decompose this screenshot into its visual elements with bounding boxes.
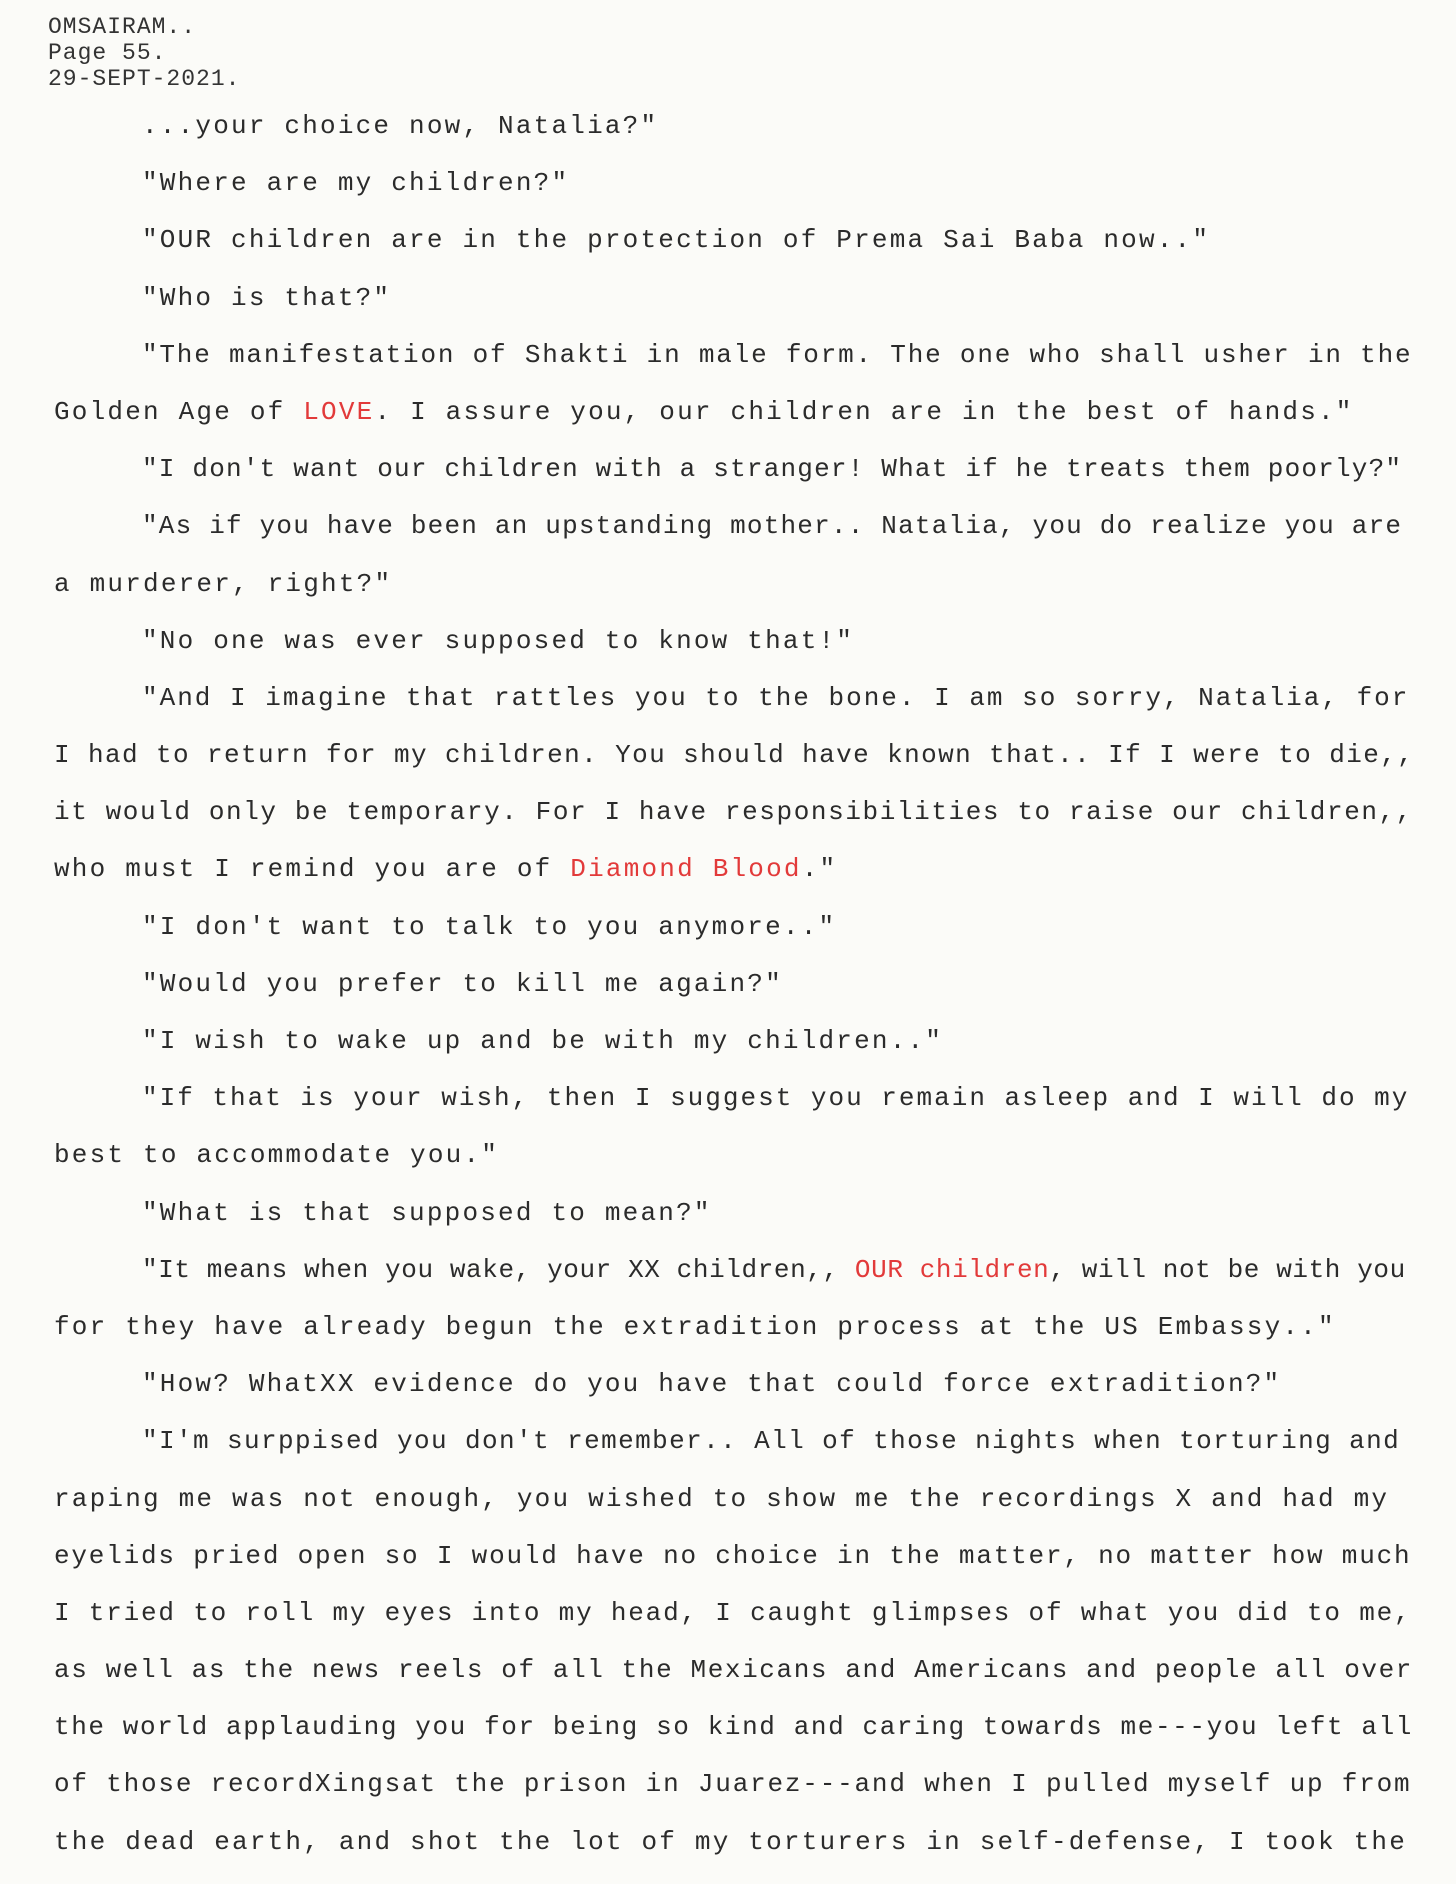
text-span: it would only be temporary. For I have responsibilities to raise our children,, <box>54 797 1413 828</box>
text-line <box>54 1185 1414 1242</box>
text-line <box>54 155 1414 212</box>
text-span: raping me was not enough, you wished to show me the recordings X and had my <box>54 1483 1390 1514</box>
text-line <box>54 727 1414 784</box>
text-line <box>54 384 1414 441</box>
text-span: "I'm surppised you don't remember.. All of those nights when torturing and <box>142 1426 1401 1457</box>
text-span: the world applauding you for being so kind and caring towards me---you left all <box>54 1712 1413 1743</box>
text-line <box>54 441 1414 498</box>
text-span: "Where are my children?" <box>142 168 570 199</box>
text-span: "If that is your wish, then I suggest you remain asleep and I will do my <box>142 1083 1410 1114</box>
text-line <box>54 1471 1414 1528</box>
text-line <box>54 212 1414 269</box>
text-line <box>54 899 1414 956</box>
text-span: I had to return for my children. You should have known that.. If I were to die,, <box>54 740 1415 771</box>
text-line <box>54 784 1414 841</box>
text-span: best to accommodate you." <box>54 1140 500 1171</box>
text-line <box>54 670 1414 727</box>
text-line <box>54 613 1414 670</box>
text-line <box>54 1356 1414 1413</box>
text-line <box>54 956 1414 1013</box>
text-span: "It means when you wake, your XX children,, <box>142 1254 855 1285</box>
text-line <box>54 1814 1414 1871</box>
red-text-span: OUR children <box>854 1254 1050 1285</box>
text-span: "And I imagine that rattles you to the bone. I am so sorry, Natalia, for <box>142 682 1410 713</box>
red-text-span: Diamond Blood <box>570 854 802 885</box>
text-span: ." <box>801 854 838 885</box>
text-span: , will not be with you <box>1049 1254 1406 1285</box>
text-line <box>54 270 1414 327</box>
text-line <box>54 1585 1414 1642</box>
text-line <box>54 1413 1414 1470</box>
text-line <box>54 498 1414 555</box>
text-span: "How? WhatXX evidence do you have that could force extradition?" <box>142 1369 1282 1400</box>
body-text <box>54 98 1414 1871</box>
text-span: who must I remind you are of <box>54 854 571 885</box>
red-text-span: LOVE <box>303 396 375 427</box>
text-span: "I don't want our children with a stranger! What if he treats them poorly?" <box>142 454 1403 485</box>
text-span: . I assure you, our children are in the best of hands." <box>374 396 1354 427</box>
text-line <box>54 841 1414 898</box>
text-line <box>54 1699 1414 1756</box>
text-span: ...your choice now, Natalia?" <box>142 111 659 141</box>
page-number: Page 55. <box>48 40 167 66</box>
text-span: "I don't want to talk to you anymore.." <box>142 911 837 942</box>
text-span: "I wish to wake up and be with my children.." <box>142 1026 944 1056</box>
text-span: "No one was ever supposed to know that!" <box>142 625 855 656</box>
text-line <box>54 556 1414 613</box>
page-date: 29-SEPT-2021. <box>48 66 241 92</box>
text-line <box>54 1127 1414 1184</box>
text-line <box>54 1756 1414 1813</box>
text-span: "As if you have been an upstanding mother.. Natalia, you do realize you are <box>142 511 1403 542</box>
text-line <box>54 1070 1414 1127</box>
text-span: "What is that supposed to mean?" <box>142 1197 712 1228</box>
text-line <box>54 98 1414 155</box>
text-span: I tried to roll my eyes into my head, I caught glimpses of what you did to me, <box>54 1597 1412 1628</box>
text-line <box>54 327 1414 384</box>
text-line <box>54 1642 1414 1699</box>
text-span: eyelids pried open so I would have no choice in the matter, no matter how much <box>54 1540 1412 1571</box>
text-line <box>54 1299 1414 1356</box>
text-span: of those recordXingsat the prison in Juarez---and when I pulled myself up from <box>54 1769 1412 1800</box>
text-line <box>54 1528 1414 1585</box>
text-line <box>54 1013 1414 1070</box>
text-span: as well as the news reels of all the Mexicans and Americans and people all over <box>54 1655 1413 1686</box>
text-span: for they have already begun the extradition process at the US Embassy.." <box>54 1311 1336 1342</box>
text-span: "OUR children are in the protection of Prema Sai Baba now.." <box>142 225 1211 256</box>
text-span: the dead earth, and shot the lot of my torturers in self-defense, I took the <box>54 1826 1407 1857</box>
text-span: "Would you prefer to kill me again?" <box>142 968 783 999</box>
header-title: OMSAIRAM.. <box>48 14 197 40</box>
text-line <box>54 1242 1414 1299</box>
text-span: a murderer, right?" <box>54 568 393 599</box>
text-span: Golden Age of <box>54 396 304 427</box>
text-span: "The manifestation of Shakti in male form. The one who shall usher in the <box>142 339 1413 370</box>
text-span: "Who is that?" <box>142 282 392 313</box>
